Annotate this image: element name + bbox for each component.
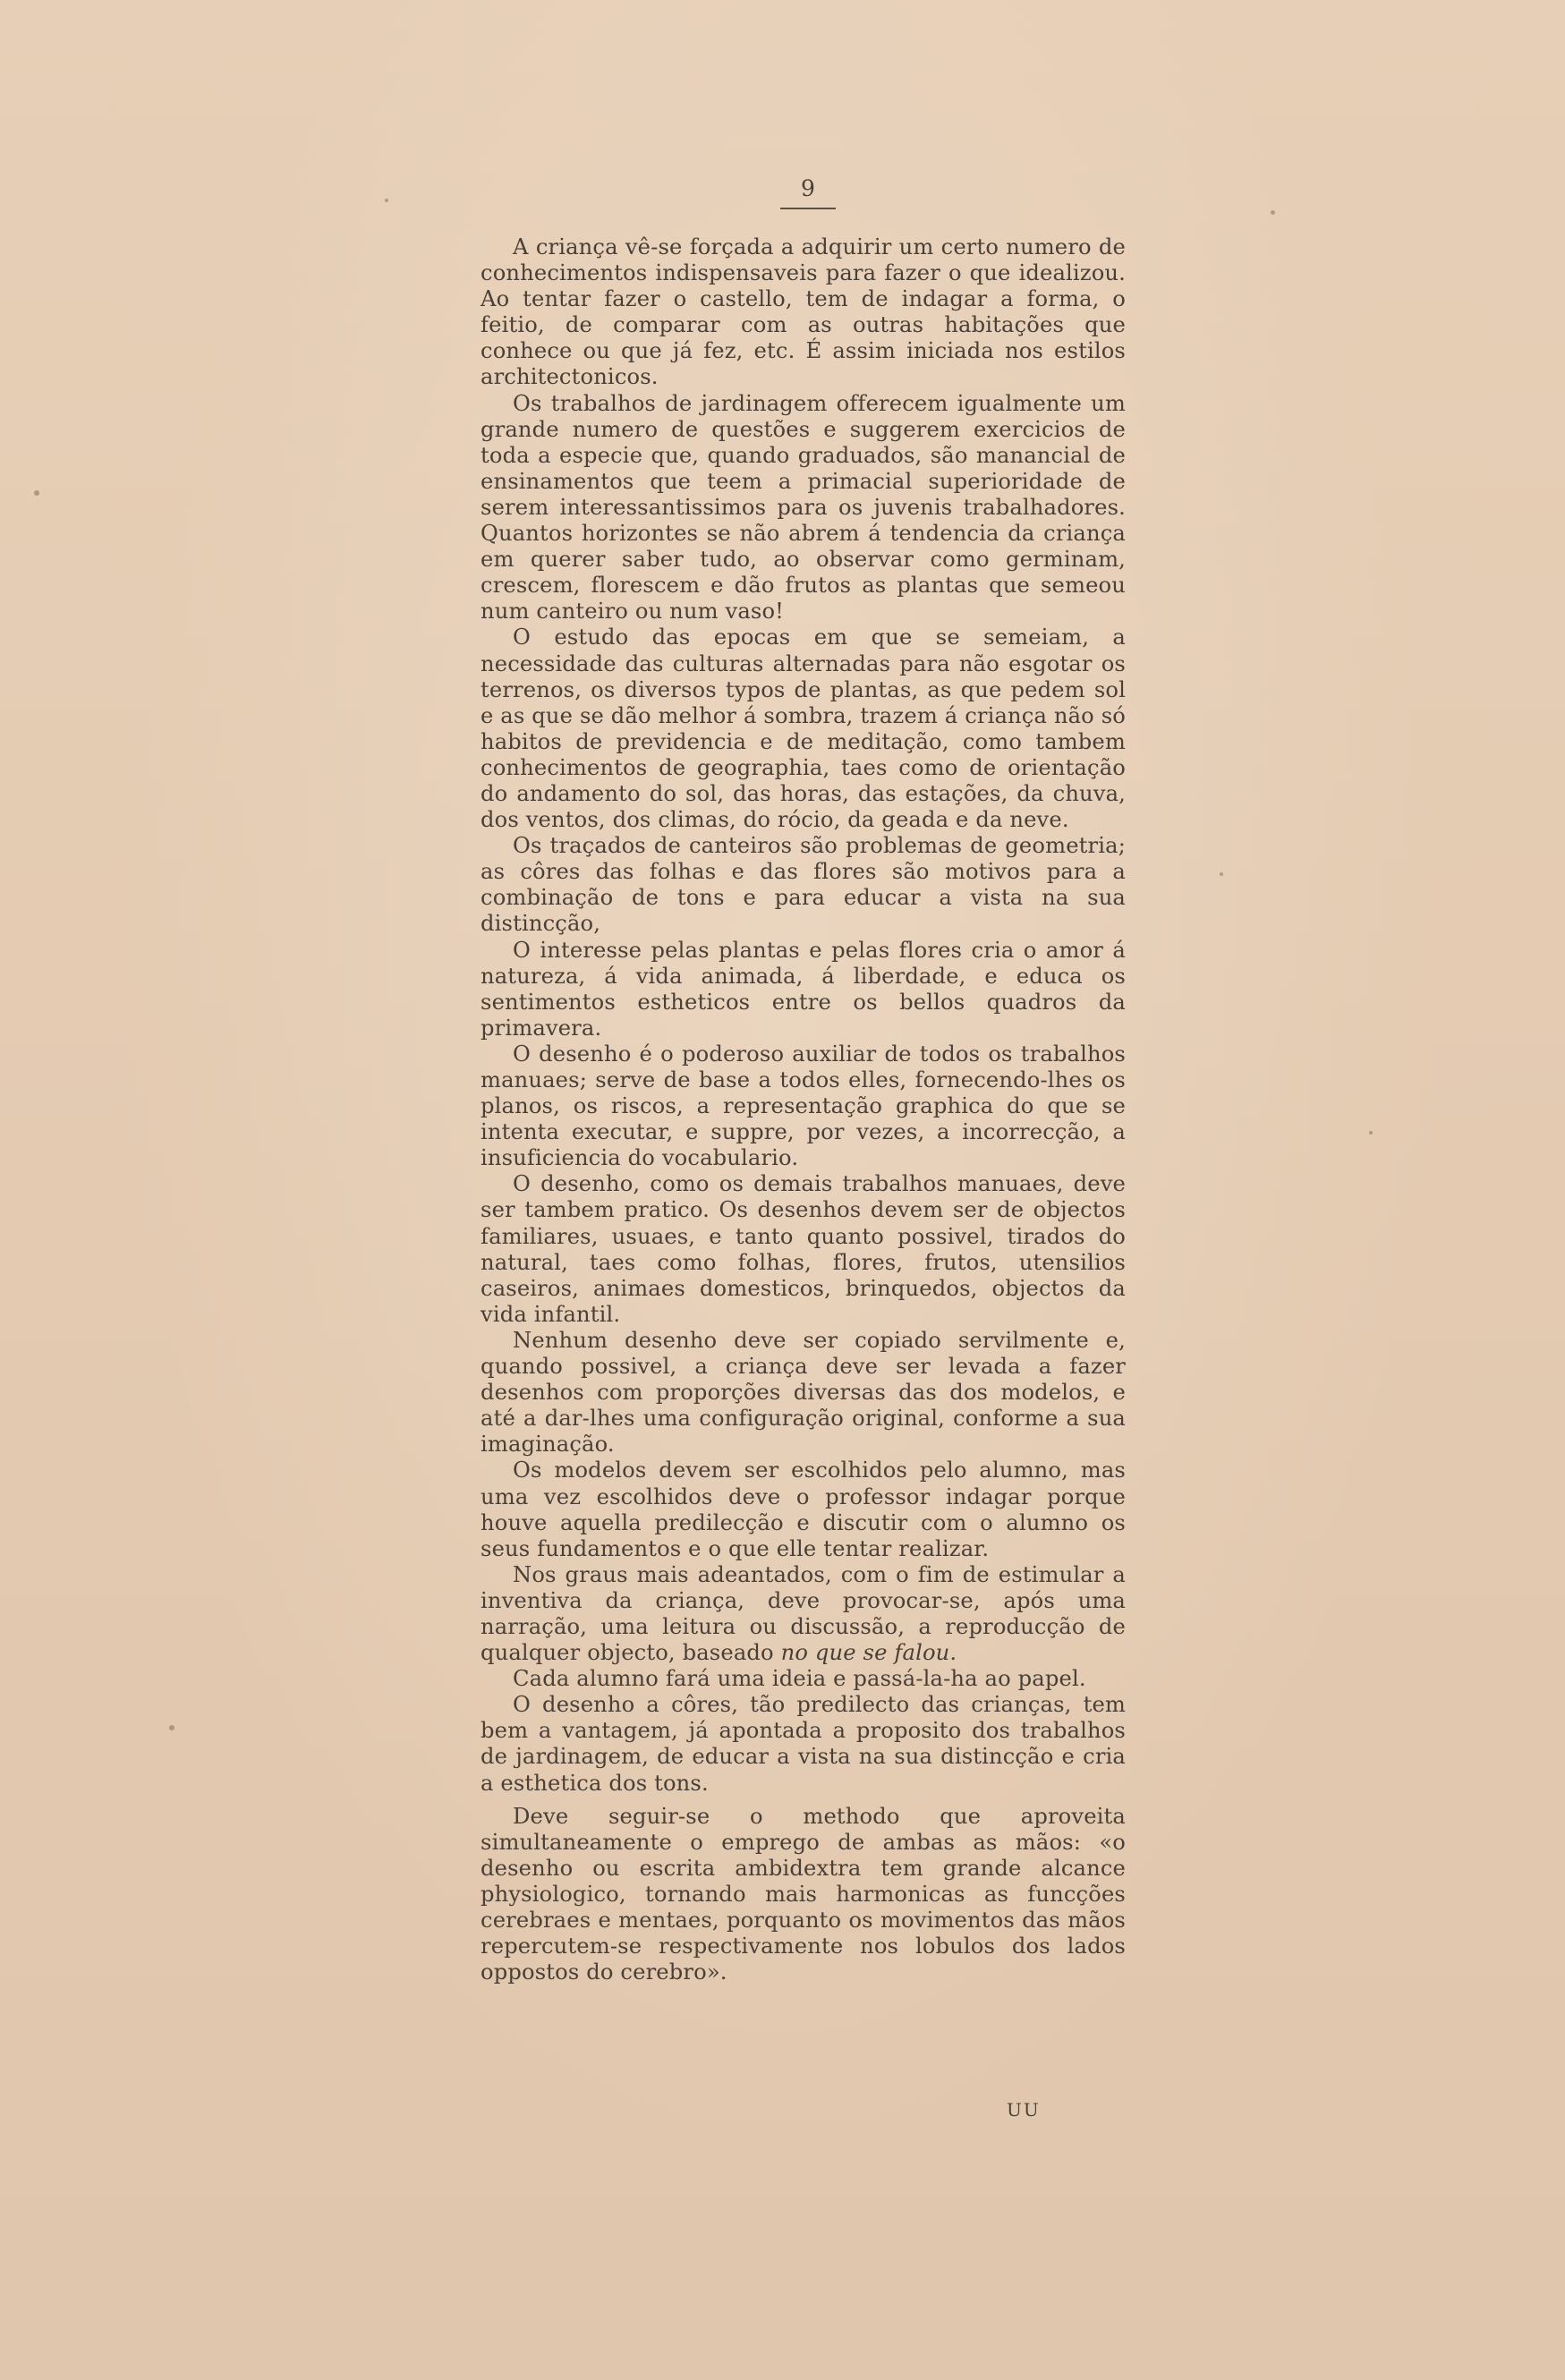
paragraph (481, 1562, 1126, 1666)
paragraph: Cada alumno fará uma ideia e passá-la-ha ao papel. (513, 1666, 1086, 1692)
paragraph: O desenho é o poderoso auxiliar de todos os trabalhos manuaes; serve de base a todos elles, fornecendo-lhes os planos, os riscos, a representação graphica do que se intenta executar, e suppre, por vezes, a incorrecção, a insuficiencia do vocabulario. (481, 1041, 1126, 1171)
paragraph: A criança vê-se forçada a adquirir um certo numero de conhecimentos indispensaveis para fazer o que idealizou. Ao tentar fazer o castello, tem de indagar a forma, o feitio, de comparar com as outras habitações que conhece ou que já fez, etc. É assim iniciada nos estilos architectonicos. (481, 234, 1126, 390)
paper-speck (34, 490, 39, 496)
paper-speck (169, 1725, 174, 1730)
paragraph: O desenho a côres, tão predilecto das crianças, tem bem a vantagem, já apontada a proposito dos trabalhos de jardinagem, de educar a vista na sua distincção e cria a esthetica dos tons. (481, 1692, 1126, 1796)
page-number: 9 (801, 175, 815, 201)
paragraph: Nenhum desenho deve ser copiado servilmente e, quando possivel, a criança deve ser levada a fazer desenhos com proporções diversas das dos modelos, e até a dar-lhes uma configuração original, conforme a sua imaginação. (481, 1327, 1126, 1458)
signature-mark: UU (1007, 2099, 1041, 2121)
paragraph: Os trabalhos de jardinagem offerecem igualmente um grande numero de questões e suggerem exercicios de toda a especie que, quando graduados, são manancial de ensinamentos que teem a primacial superioridade de serem interessantissimos para os juvenis trabalhadores. Quantos horizontes se não abrem á tendencia da criança em querer saber tudo, ao observar como germinam, crescem, florescem e dão frutos as plantas que semeou num canteiro ou num vaso! (481, 390, 1126, 625)
paragraph: Deve seguir-se o methodo que aproveita simultaneamente o emprego de ambas as mãos: «o desenho ou escrita ambidextra tem grande alcance physiologico, tornando mais harmonicas as funcções cerebraes e mentaes, porquanto os movimentos das mãos repercutem-se respectivamente nos lobulos dos lados oppostos do cerebro». (481, 1803, 1126, 1985)
paragraph: Os traçados de canteiros são problemas de geometria; as côres das folhas e das flores são motivos para a combinação de tons e para educar a vista na sua distincção, (481, 833, 1126, 937)
paragraph: O estudo das epocas em que se semeiam, a necessidade das culturas alternadas para não esgotar os terrenos, os diversos typos de plantas, as que pedem sol e as que se dão melhor á sombra, trazem á criança não só habitos de previdencia e de meditação, como tambem conhecimentos de geographia, taes como de orientação do andamento do sol, das horas, das estações, da chuva, dos ventos, dos climas, do rócio, da geada e da neve. (481, 625, 1127, 833)
paragraph: O interesse pelas plantas e pelas flores cria o amor á natureza, á vida animada, á liberdade, e educa os sentimentos estheticos entre os bellos quadros da primavera. (481, 937, 1126, 1041)
paragraph: Os modelos devem ser escolhidos pelo alumno, mas uma vez escolhidos deve o professor indagar porque houve aquella predilecção e discutir com o alumno os seus fundamentos e o que elle tentar realizar. (481, 1458, 1126, 1561)
italic-phrase: no que se falou. (780, 1640, 957, 1666)
page-number-rule (780, 208, 836, 209)
paragraph-text: Nos graus mais adeantados, com o fim de estimular a inventiva da criança, deve provocar-se, após uma narração, uma leitura ou discussão, a reproducção de qualquer objecto, baseado (481, 1561, 1126, 1666)
paragraph: O desenho, como os demais trabalhos manuaes, deve ser tambem pratico. Os desenhos devem ser de objectos familiares, usuaes, e tanto quanto possivel, tirados do natural, taes como folhas, flores, frutos, utensilios caseiros, animaes domesticos, brinquedos, objectos da vida infantil. (481, 1171, 1126, 1327)
body-text (481, 234, 1126, 1985)
paper-speck (1271, 210, 1275, 215)
paper-speck (385, 199, 388, 202)
paper-speck (1220, 872, 1223, 876)
paper-speck (1369, 1131, 1373, 1135)
